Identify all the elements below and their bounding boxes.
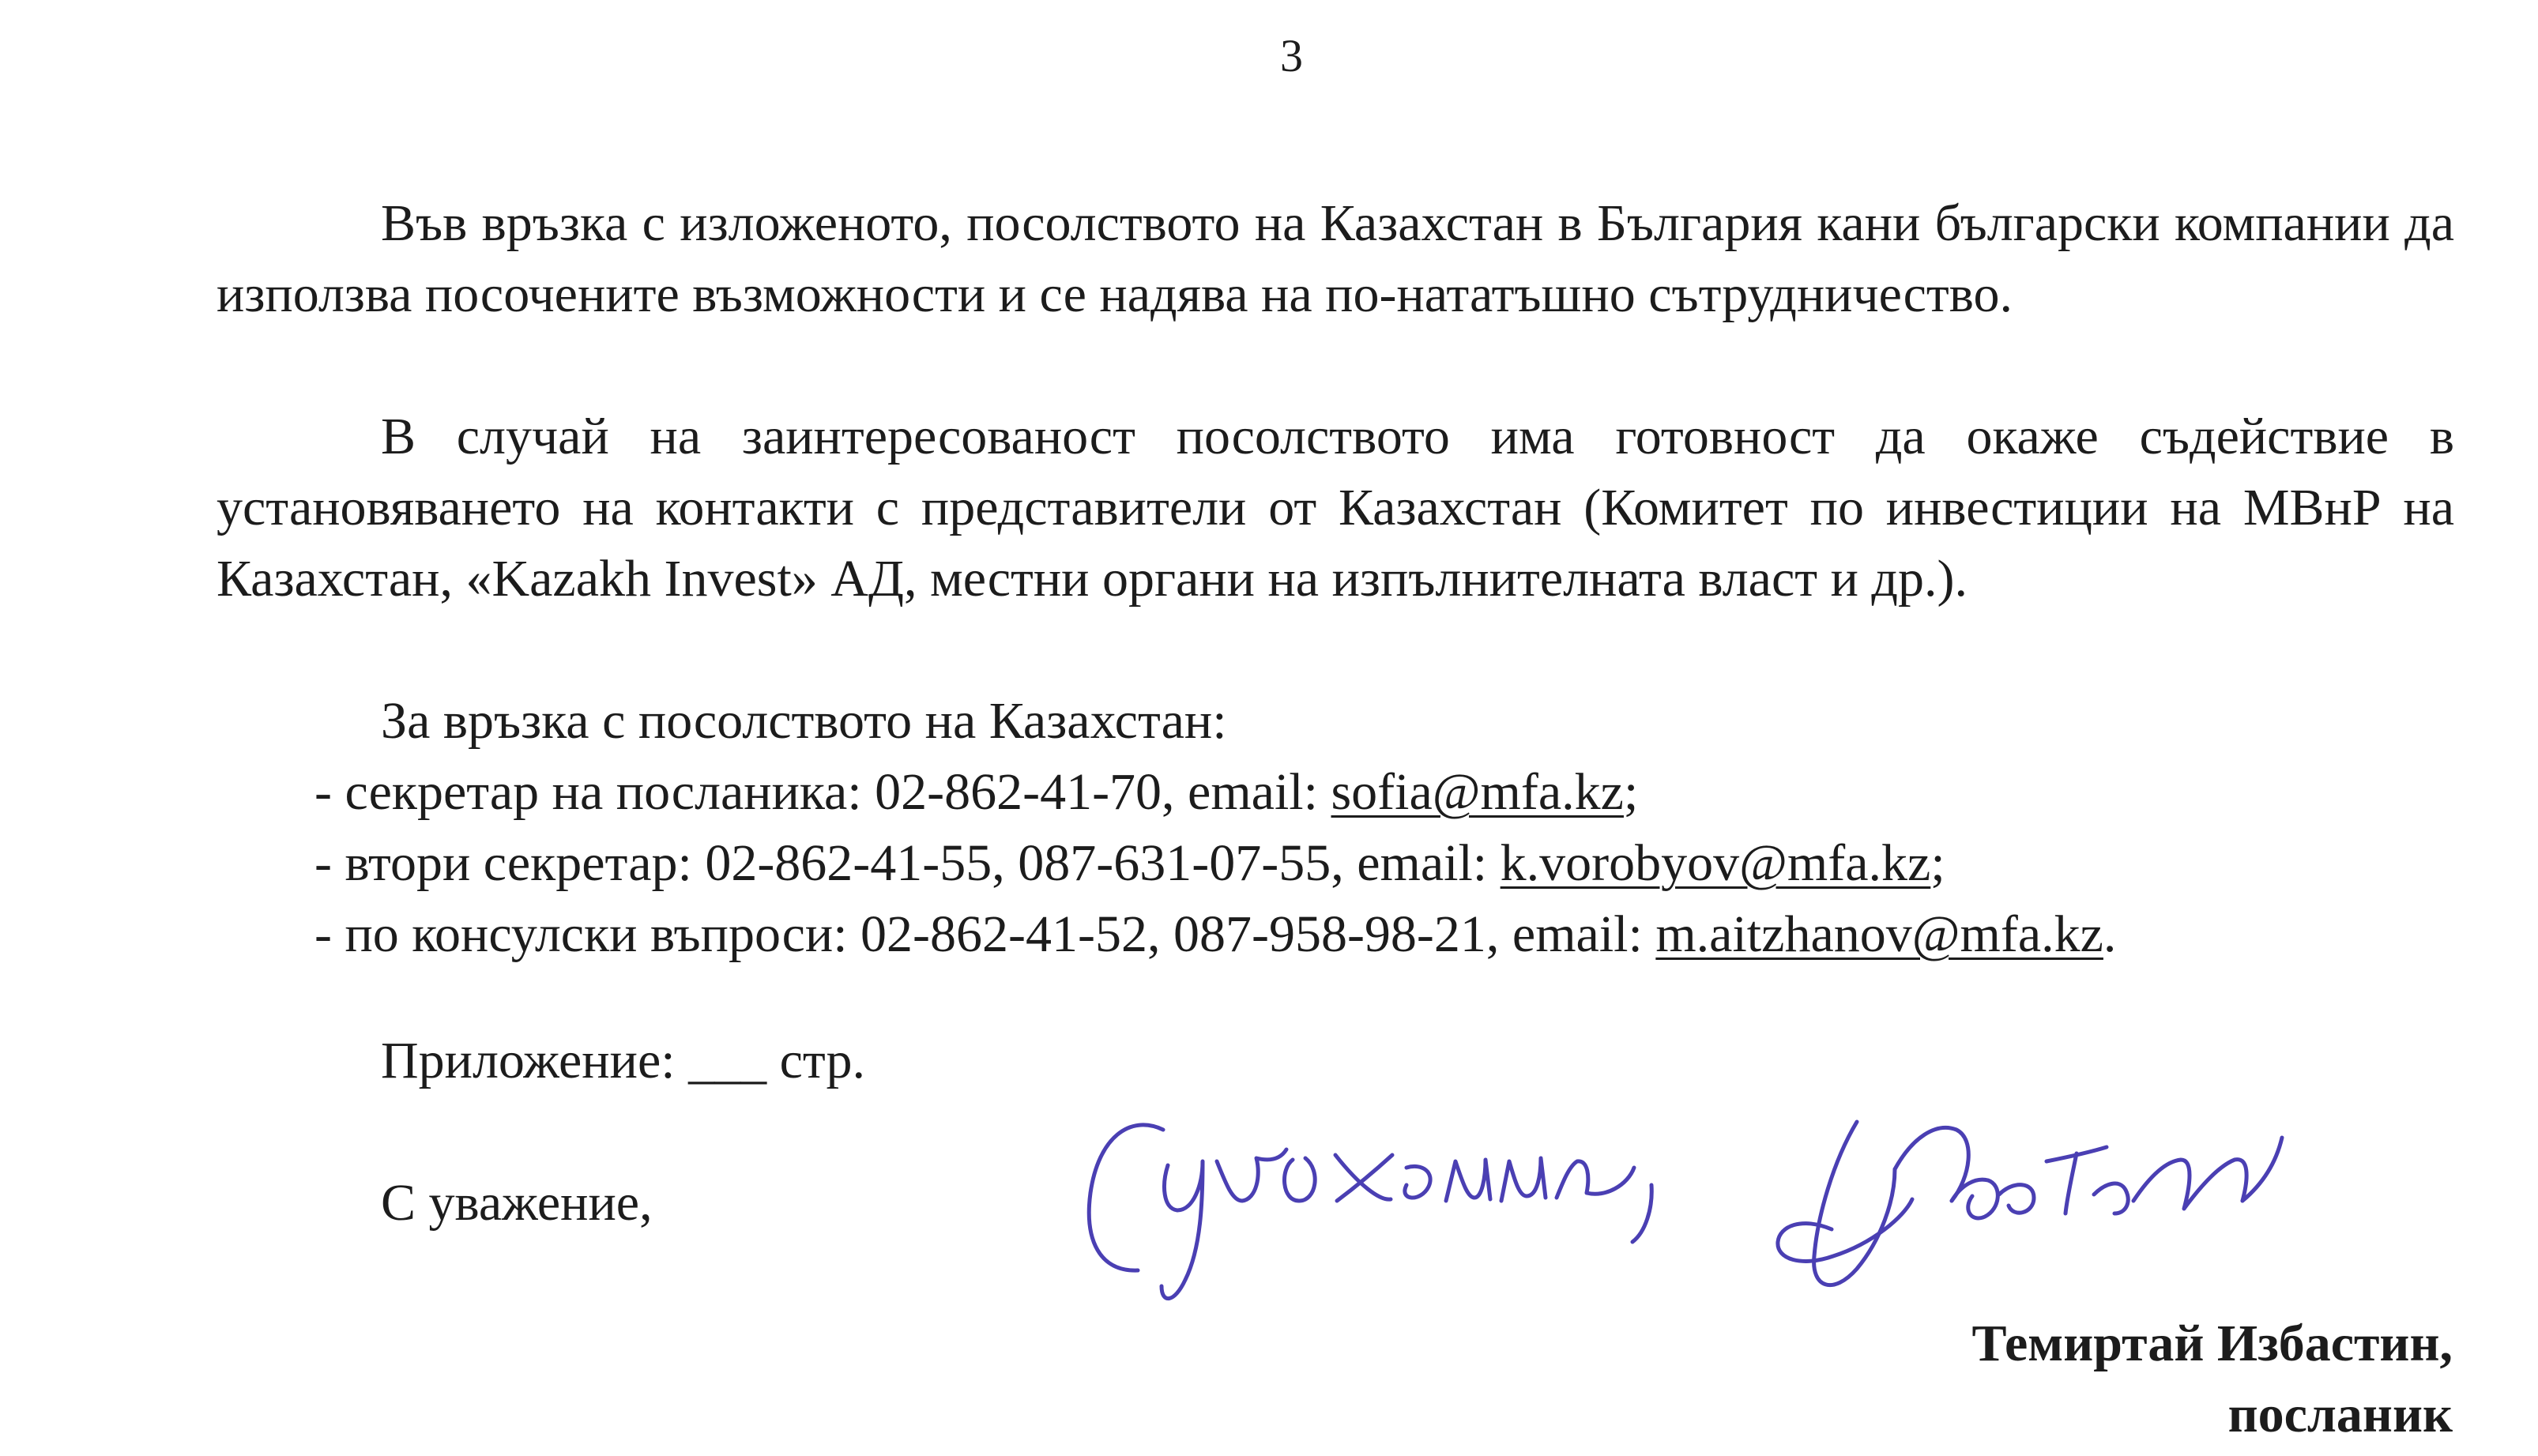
handwritten-greeting [1089,1125,1651,1299]
email-link-vorobyov[interactable]: k.vorobyov@mfa.kz [1500,834,1931,892]
contact-label: - по консулски въпроси: 02-862-41-52, 087-958-98-21, email: [314,905,1656,963]
contact-label: - втори секретар: 02-862-41-55, 087-631-07-55, email: [314,834,1501,892]
signer-name: Темиртай Избастин, [1971,1315,2453,1372]
body-paragraph-1-block [217,188,2454,330]
contact-end: ; [1930,834,1945,892]
contact-end: ; [1623,763,1639,821]
signature-scribble [1778,1122,2282,1285]
signer-title: посланик [2227,1386,2453,1443]
body-paragraph-2: В случай на заинтересованост посолството има готовност да окаже съдействие в установяването на контакти с представители от Казахстан (Комитет по инвестиции на МВнР на Казахстан, «Kazakh Invest» АД, местни органи на изпълнителната власт и др.). [217,408,2454,608]
body-paragraph-2-block [217,401,2454,615]
contact-line-second-secretary [314,828,2116,899]
attachment-line: Приложение: ___ стр. [381,1032,866,1089]
contact-line-secretary [314,757,2116,828]
contacts-intro: За връзка с посолството на Казахстан: [381,692,1227,750]
page-number: 3 [1280,30,1303,81]
contacts-list [314,757,2116,970]
body-paragraph-1: Във връзка с изложеното, посолството на Казахстан в България кани български компании да използва посочените възможности и се надява на по-нататъшно сътрудничество. [217,194,2454,323]
contact-end: . [2103,905,2117,963]
email-link-sofia[interactable]: sofia@mfa.kz [1331,763,1624,821]
signer-block [1971,1308,2453,1450]
closing-phrase: С уважение, [381,1174,653,1232]
email-link-aitzhanov[interactable]: m.aitzhanov@mfa.kz [1655,905,2103,963]
contact-label: - секретар на посланика: 02-862-41-70, email: [314,763,1331,821]
contact-line-consular [314,899,2116,970]
